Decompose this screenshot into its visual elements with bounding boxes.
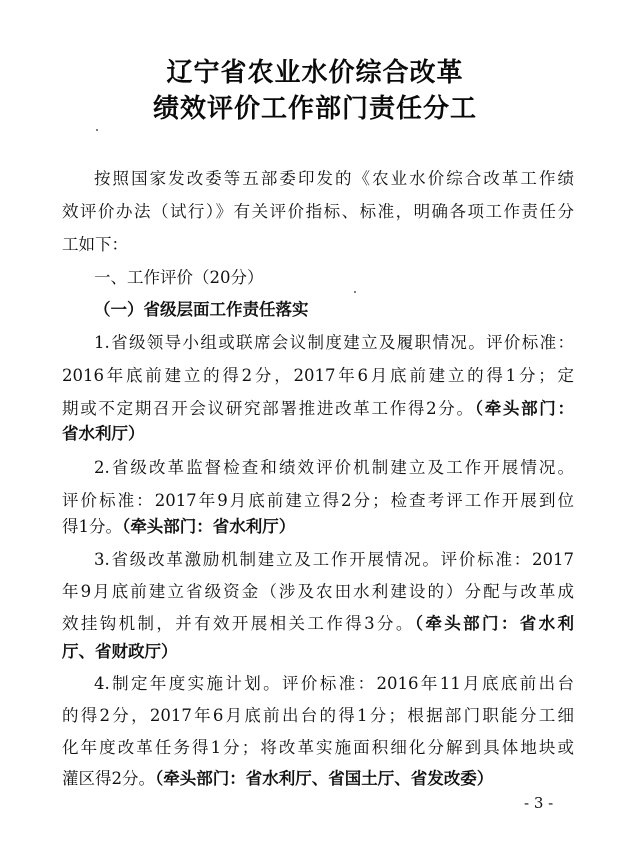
item4-line: 化年度改革任务得1分；将改革实施面积细化分解到具体地块或 xyxy=(62,738,574,757)
item4-line: 的得2分，2017年6月底前出台的得1分；根据部门职能分工细 xyxy=(62,706,574,725)
item2-line xyxy=(62,516,574,538)
item3-line: 年9月底前建立省级资金（涉及农田水利建设的）分配与改革成 xyxy=(62,582,574,601)
item4-line-text: 灌区得2分。 xyxy=(62,769,155,788)
subsection-heading: （一）省级层面工作责任落实 xyxy=(94,300,309,319)
item2-line: 评价标准：2017年9月底前建立得2分；检查考评工作开展到位 xyxy=(62,491,574,510)
item2-line-text: 得1分。 xyxy=(62,517,122,536)
document-title-line-1: 辽宁省农业水价综合改革 xyxy=(166,58,464,88)
item2-line: 2.省级改革监督检查和绩效评价机制建立及工作开展情况。 xyxy=(94,458,574,477)
item1-line: 1.省级领导小组或联席会议制度建立及履职情况。评价标准： xyxy=(94,333,574,352)
item3-lead-department-cont: 厅、省财政厅） xyxy=(62,642,178,661)
page-number: - 3 - xyxy=(524,794,554,812)
intro-line: 效评价办法（试行）》有关评价指标、标准，明确各项工作责任分 xyxy=(62,202,574,221)
item3-line: 3.省级改革激励机制建立及工作开展情况。评价标准：2017 xyxy=(94,550,574,569)
item4-lead-department: （牵头部门：省水利厅、省国土厅、省发改委） xyxy=(155,769,494,788)
item3-line xyxy=(62,613,574,635)
item3-line-text: 效挂钩机制，并有效开展相关工作得3分。 xyxy=(62,614,415,633)
item4-line xyxy=(62,768,574,790)
scan-speck xyxy=(354,291,356,293)
item1-line xyxy=(62,398,574,420)
section-heading: 一、工作评价（20分） xyxy=(94,268,264,287)
item2-lead-department: （牵头部门：省水利厅） xyxy=(122,517,296,536)
item1-line: 2016年底前建立的得2分，2017年6月底前建立的得1分；定 xyxy=(62,366,574,385)
item3-lead-department: （牵头部门：省水利 xyxy=(414,614,575,633)
intro-line: 按照国家发改委等五部委印发的《农业水价综合改革工作绩 xyxy=(94,169,574,188)
document-title-line-2: 绩效评价工作部门责任分工 xyxy=(152,94,477,124)
scan-speck xyxy=(96,129,98,131)
item1-line-text: 期或不定期召开会议研究部署推进改革工作得2分。 xyxy=(62,399,475,418)
intro-line: 工如下： xyxy=(62,235,128,254)
item1-lead-department-cont: 省水利厅） xyxy=(62,424,145,443)
item4-line: 4.制定年度实施计划。评价标准：2016年11月底底前出台 xyxy=(94,674,574,693)
item1-lead-department: （牵头部门： xyxy=(474,399,575,418)
